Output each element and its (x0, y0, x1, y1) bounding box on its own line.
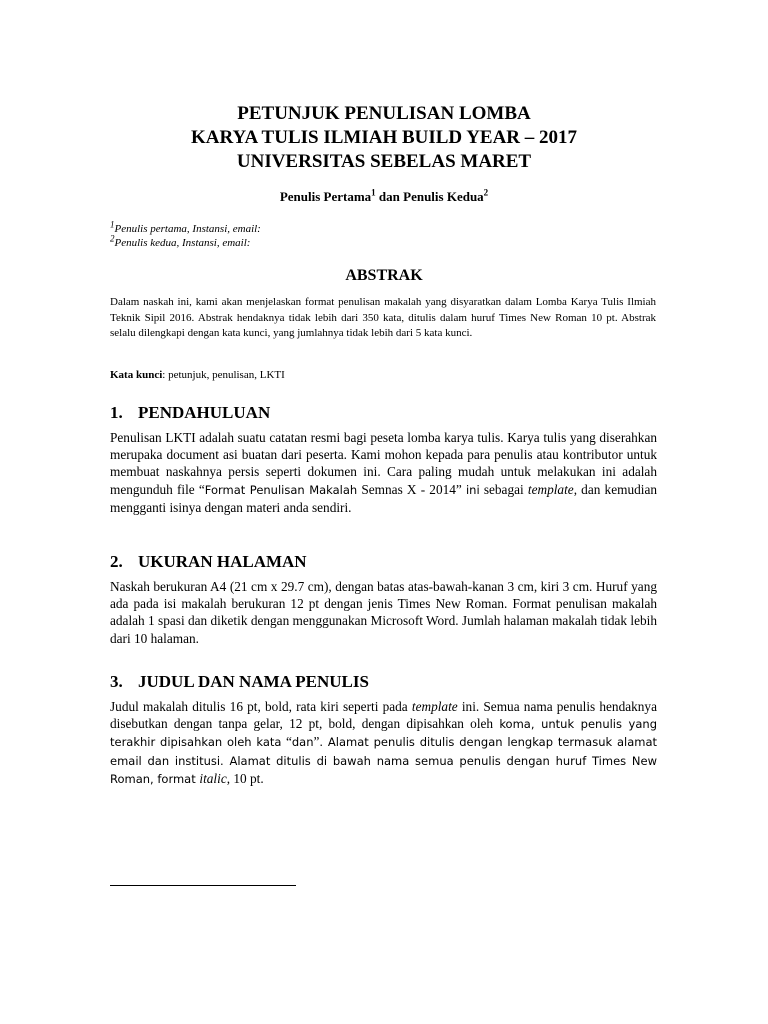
section-3-text-a: Judul makalah ditulis 16 pt, bold, rata kiri seperti pada (110, 699, 412, 714)
section-3-number: 3. (110, 672, 123, 691)
footnote-separator (110, 885, 296, 886)
affiliations (110, 219, 261, 250)
section-3-heading (110, 671, 369, 693)
section-3-title: JUDUL DAN NAMA PENULIS (138, 672, 369, 691)
affiliation-2-sup: 2 (110, 233, 115, 244)
title-line-3: UNIVERSITAS SEBELAS MARET (236, 151, 532, 172)
section-1-number: 1. (110, 403, 123, 422)
section-3-body (110, 698, 657, 788)
title-line-1: PETUNJUK PENULISAN LOMBA (237, 103, 531, 124)
section-3-template-word: template (411, 699, 458, 714)
author-second-sup: 2 (483, 187, 489, 198)
author-first-sup: 1 (371, 187, 376, 198)
section-1-heading (110, 402, 270, 424)
section-1-text-a: Penulisan LKTI adalah suatu catatan resmi bagi peseta lomba karya tulis. Karya tulis yang diserahkan merupaka document asi buatan dari peserta. Kami mohon kepada para penulis atau kontributor untuk membuat naskahnya persis seperti dokumen ini. Cara paling mudah untuk melakukan ini adalah mengunduh file “ (110, 430, 657, 497)
section-3-italic-word: italic (199, 770, 227, 786)
keywords-line (110, 368, 285, 382)
affiliation-2 (110, 233, 261, 250)
keywords-label: Kata kunci (110, 369, 163, 381)
section-1-text-d: , dan kemudian mengganti isinya dengan materi anda sendiri. (110, 481, 657, 515)
section-3-text-d: , 10 pt. (226, 770, 264, 786)
title-line-2: KARYA TULIS ILMIAH BUILD YEAR – 2017 (190, 127, 578, 148)
author-line (0, 189, 768, 205)
section-3-open-quote: “ (281, 734, 292, 750)
keywords-value: : petunjuk, penulisan, LKTI (162, 369, 285, 381)
author-connector: dan (375, 189, 404, 204)
section-2-heading (110, 551, 307, 573)
section-1-text-ini: ini (465, 482, 480, 497)
document-title (0, 102, 768, 174)
author-first: Penulis Pertama (279, 189, 372, 204)
affiliation-1-sup: 1 (110, 219, 115, 230)
author-second: Penulis Kedua (403, 189, 484, 204)
affiliation-2-text: Penulis kedua, Instansi, email: (114, 237, 251, 249)
section-1-body (110, 429, 657, 516)
abstract-body: Dalam naskah ini, kami akan menjelaskan format penulisan makalah yang disyaratkan dalam Lomba Karya Tulis Ilmiah Teknik Sipil 2016. Abstrak hendaknya tidak lebih dari 350 kata, ditulis dalam huruf Times New Roman 10 pt. Abstrak selalu dilengkapi dengan kata kunci, yang jumlahnya tidak lebih dari 5 kata kunci. (110, 296, 656, 340)
section-1-text-b: Semnas X - 2014” (357, 481, 466, 497)
affiliation-1 (110, 219, 261, 236)
abstract-heading: ABSTRAK (345, 267, 423, 284)
section-2-body: Naskah berukuran A4 (21 cm x 29.7 cm), dengan batas atas-bawah-kanan 3 cm, kiri 3 cm. Huruf yang ada pada isi makalah berukuran 12 pt dengan jenis Times New Roman. Format penulisan makalah adalah 1 spasi dan diketik dengan menggunakan Microsoft Word. Jumlah halaman makalah tidak lebih dari 10 halaman. (110, 579, 657, 646)
affiliation-1-text: Penulis pertama, Instansi, email: (114, 223, 261, 235)
section-3-text-c: . Alamat penulis ditulis dengan lengkap termasuk alamat email dan institusi. Alamat ditulis di bawah nama semua penulis dengan huruf Times New Roman, format (110, 735, 658, 786)
section-1-filename: Format Penulisan Makalah (204, 482, 358, 497)
section-2-number: 2. (110, 552, 123, 571)
section-1-text-c: sebagai (479, 481, 528, 497)
section-3-dan-word: dan (291, 735, 314, 750)
section-2-title: UKURAN HALAMAN (138, 552, 307, 571)
section-3-close-quote: ” (313, 734, 320, 750)
section-1-title: PENDAHULUAN (138, 403, 271, 422)
section-1-template-word: template (527, 481, 574, 497)
section-3-text-b: ini. Semua nama penulis hendaknya disebutkan dengan tanpa gelar, 12 pt, bold, dengan dipisahkan oleh (110, 699, 657, 732)
section-3-comma-note: koma, untuk penulis yang terakhir dipisahkan oleh kata (110, 717, 657, 750)
